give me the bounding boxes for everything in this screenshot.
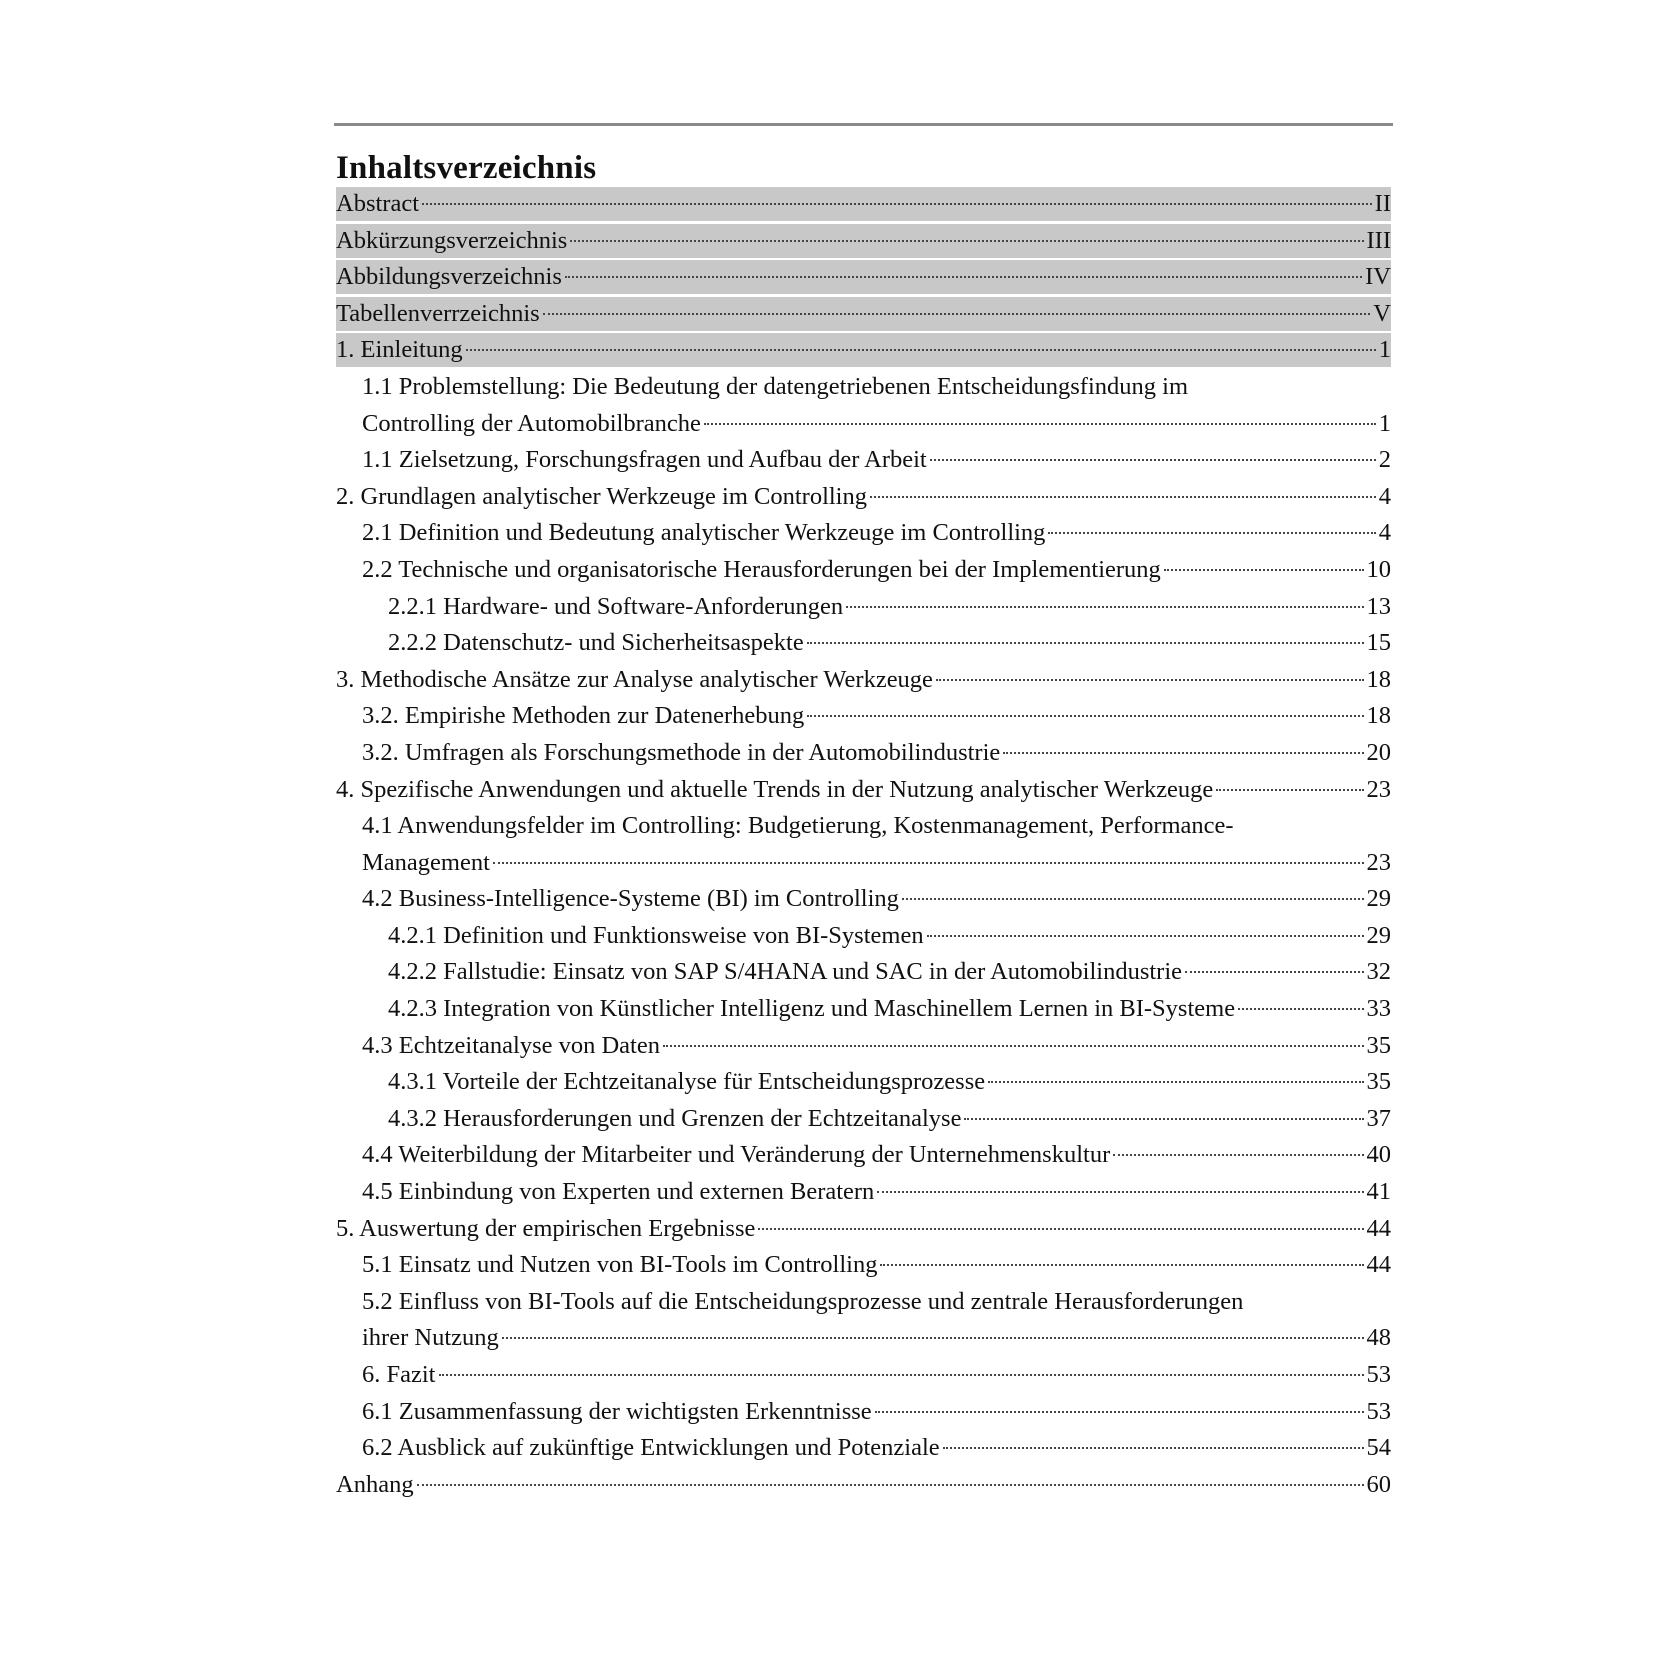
dot-leader: [543, 313, 1371, 315]
dot-leader: [930, 459, 1376, 461]
dot-leader: [704, 423, 1376, 425]
toc-entry-label: 4.4 Weiterbildung der Mitarbeiter und Veränderung der Unternehmenskultur: [362, 1141, 1111, 1169]
toc-entry-label: 2.2.2 Datenschutz- und Sicherheitsaspekte: [388, 629, 804, 657]
toc-entry[interactable]: [336, 1395, 1391, 1429]
dot-leader: [663, 1045, 1364, 1047]
dot-leader: [807, 715, 1363, 717]
dot-leader: [927, 935, 1364, 937]
toc-entry[interactable]: [336, 809, 1391, 880]
toc-entry-label: 1. Einleitung: [336, 336, 463, 364]
toc-entry[interactable]: [336, 590, 1391, 624]
toc-page-number: 18: [1366, 702, 1391, 730]
toc-entry-label: 3.2. Empirishe Methoden zur Datenerhebung: [362, 702, 805, 730]
toc-entry[interactable]: [336, 1285, 1391, 1356]
toc-entry-label: 3. Methodische Ansätze zur Analyse analytischer Werkzeuge: [336, 665, 933, 693]
toc-entry-label: 2.2.1 Hardware- und Software-Anforderungen: [388, 592, 844, 620]
dot-leader: [936, 679, 1364, 681]
toc-entry[interactable]: [336, 1468, 1391, 1502]
dot-leader: [422, 203, 1372, 205]
toc-entry-label: 4.3.1 Vorteile der Echtzeitanalyse für Entscheidungsprozesse: [388, 1068, 986, 1096]
toc-entry-label: 4.2.3 Integration von Künstlicher Intelligenz und Maschinellem Lernen in BI-Systeme: [388, 995, 1236, 1023]
toc-entry[interactable]: [336, 1248, 1391, 1282]
toc-page-number: 18: [1366, 665, 1391, 693]
dot-leader: [1048, 532, 1375, 534]
toc-page-number: III: [1366, 226, 1391, 254]
dot-leader: [1238, 1008, 1363, 1010]
dot-leader: [807, 642, 1364, 644]
toc-entry[interactable]: [336, 370, 1391, 441]
dot-leader: [880, 1264, 1363, 1266]
toc-entry-label: 4.3.2 Herausforderungen und Grenzen der Echtzeitanalyse: [388, 1104, 962, 1132]
dot-leader: [877, 1191, 1363, 1193]
toc-page-number: 40: [1366, 1141, 1391, 1169]
toc-entry-label: 5. Auswertung der empirischen Ergebnisse: [336, 1214, 756, 1242]
toc-page-number: II: [1374, 190, 1391, 217]
toc-entry-label: 4.2.2 Fallstudie: Einsatz von SAP S/4HANA und SAC in der Automobilindustrie: [388, 958, 1183, 986]
toc-entry[interactable]: [336, 297, 1391, 331]
toc-entry[interactable]: [336, 1175, 1391, 1209]
toc-entry[interactable]: [336, 480, 1391, 514]
toc-page-number: 20: [1366, 738, 1391, 766]
toc-entry-label: Abbildungsverzeichnis: [336, 263, 562, 291]
toc-entry[interactable]: [336, 260, 1391, 294]
toc-entry-label: 4. Spezifische Anwendungen und aktuelle Trends in der Nutzung analytischer Werkzeuge: [336, 775, 1214, 803]
header-rule: [334, 123, 1393, 126]
dot-leader: [570, 240, 1363, 242]
toc-entry[interactable]: [336, 1065, 1391, 1099]
toc-page-number: 35: [1366, 1068, 1391, 1096]
toc-page-number: 23: [1366, 848, 1391, 876]
toc-entry-label: 4.1 Anwendungsfelder im Controlling: Budgetierung, Kostenmanagement, Performance-: [362, 812, 1234, 840]
toc-entry[interactable]: [336, 1212, 1391, 1246]
dot-leader: [466, 349, 1376, 351]
toc-entry-label: Anhang: [336, 1470, 414, 1498]
toc-entry-label-continued: ihrer Nutzung: [362, 1324, 499, 1352]
table-of-contents: [336, 187, 1391, 1504]
toc-entry-label: 5.1 Einsatz und Nutzen von BI-Tools im Controlling: [362, 1251, 878, 1279]
dot-leader: [870, 496, 1376, 498]
toc-entry[interactable]: [336, 1029, 1391, 1063]
dot-leader: [493, 862, 1364, 864]
toc-page-number: 44: [1366, 1251, 1391, 1279]
toc-entry-label: 6.1 Zusammenfassung der wichtigsten Erkenntnisse: [362, 1397, 872, 1425]
dot-leader: [1216, 789, 1363, 791]
toc-entry-label: 1.1 Problemstellung: Die Bedeutung der datengetriebenen Entscheidungsfindung im: [362, 372, 1189, 400]
toc-entry-label: 1.1 Zielsetzung, Forschungsfragen und Aufbau der Arbeit: [362, 446, 927, 474]
toc-page-number: 37: [1366, 1104, 1391, 1132]
toc-page-number: 4: [1378, 482, 1391, 510]
toc-entry[interactable]: [336, 443, 1391, 477]
toc-entry-label: 2. Grundlagen analytischer Werkzeuge im Controlling: [336, 482, 867, 510]
toc-entry[interactable]: [336, 699, 1391, 733]
toc-page-number: 41: [1366, 1178, 1391, 1206]
toc-page-number: 44: [1366, 1214, 1391, 1242]
toc-page-number: 15: [1366, 629, 1391, 657]
toc-entry-label: 4.3 Echtzeitanalyse von Daten: [362, 1031, 660, 1059]
dot-leader: [502, 1337, 1364, 1339]
toc-page-number: 54: [1366, 1434, 1391, 1462]
toc-entry-label-continued: Controlling der Automobilbranche: [362, 409, 701, 437]
toc-entry[interactable]: [336, 553, 1391, 587]
toc-entry[interactable]: [336, 333, 1391, 367]
toc-entry-label: 2.1 Definition und Bedeutung analytischer Werkzeuge im Controlling: [362, 519, 1046, 547]
toc-entry-label-continued: Management: [362, 848, 490, 876]
toc-entry-label: 2.2 Technische und organisatorische Herausforderungen bei der Implementierung: [362, 555, 1161, 583]
toc-entry-label: 4.2 Business-Intelligence-Systeme (BI) im Controlling: [362, 885, 899, 913]
toc-page-number: 53: [1366, 1397, 1391, 1425]
dot-leader: [1185, 971, 1363, 973]
dot-leader: [943, 1447, 1364, 1449]
dot-leader: [902, 898, 1364, 900]
dot-leader: [439, 1374, 1364, 1376]
toc-page-number: IV: [1365, 263, 1391, 291]
dot-leader: [1113, 1154, 1363, 1156]
toc-entry[interactable]: [336, 187, 1391, 221]
toc-entry[interactable]: [336, 955, 1391, 989]
toc-entry[interactable]: [336, 992, 1391, 1026]
toc-page-number: 33: [1366, 995, 1391, 1023]
toc-page-number: 13: [1366, 592, 1391, 620]
dot-leader: [875, 1411, 1364, 1413]
toc-entry[interactable]: [336, 1358, 1391, 1392]
toc-page-number: 29: [1366, 885, 1391, 913]
toc-page-number: 4: [1378, 519, 1391, 547]
toc-entry-label: 5.2 Einfluss von BI-Tools auf die Entscheidungsprozesse und zentrale Herausforderungen: [362, 1287, 1244, 1315]
toc-entry[interactable]: [336, 626, 1391, 660]
toc-entry-label: 4.5 Einbindung von Experten und externen Beratern: [362, 1178, 875, 1206]
toc-entry[interactable]: [336, 224, 1391, 258]
toc-entry[interactable]: [336, 736, 1391, 770]
dot-leader: [988, 1081, 1363, 1083]
toc-page-number: 48: [1366, 1324, 1391, 1352]
toc-entry-label: Abstract: [336, 190, 419, 217]
toc-entry[interactable]: [336, 1431, 1391, 1465]
toc-page-number: 10: [1366, 555, 1391, 583]
dot-leader: [1003, 752, 1363, 754]
toc-page-number: 29: [1366, 921, 1391, 949]
toc-entry[interactable]: [336, 516, 1391, 550]
toc-entry[interactable]: [336, 1102, 1391, 1136]
toc-entry-label: Abkürzungsverzeichnis: [336, 226, 568, 254]
toc-entry[interactable]: [336, 919, 1391, 953]
toc-title: Inhaltsverzeichnis: [336, 150, 597, 186]
toc-page-number: 2: [1378, 446, 1391, 474]
toc-entry[interactable]: [336, 1138, 1391, 1172]
toc-page-number: V: [1373, 299, 1391, 327]
dot-leader: [417, 1484, 1364, 1486]
dot-leader: [565, 276, 1362, 278]
toc-entry-label: 6.2 Ausblick auf zukünftige Entwicklungen und Potenziale: [362, 1434, 940, 1462]
toc-page-number: 60: [1366, 1470, 1391, 1498]
toc-page-number: 23: [1366, 775, 1391, 803]
toc-entry-label: Tabellenverrzeichnis: [336, 299, 540, 327]
dot-leader: [758, 1228, 1363, 1230]
toc-page-number: 35: [1366, 1031, 1391, 1059]
toc-page-number: 53: [1366, 1361, 1391, 1388]
toc-page-number: 1: [1378, 409, 1391, 437]
toc-entry[interactable]: [336, 663, 1391, 697]
toc-entry-label: 4.2.1 Definition und Funktionsweise von BI-Systemen: [388, 921, 924, 949]
toc-entry-label: 3.2. Umfragen als Forschungsmethode in der Automobilindustrie: [362, 738, 1001, 766]
dot-leader: [964, 1118, 1363, 1120]
toc-page-number: 1: [1378, 336, 1391, 364]
dot-leader: [1164, 569, 1364, 571]
toc-entry-label: 6. Fazit: [362, 1361, 436, 1388]
dot-leader: [846, 606, 1363, 608]
toc-page-number: 32: [1366, 958, 1391, 986]
toc-entry[interactable]: [336, 882, 1391, 916]
toc-entry[interactable]: [336, 773, 1391, 807]
